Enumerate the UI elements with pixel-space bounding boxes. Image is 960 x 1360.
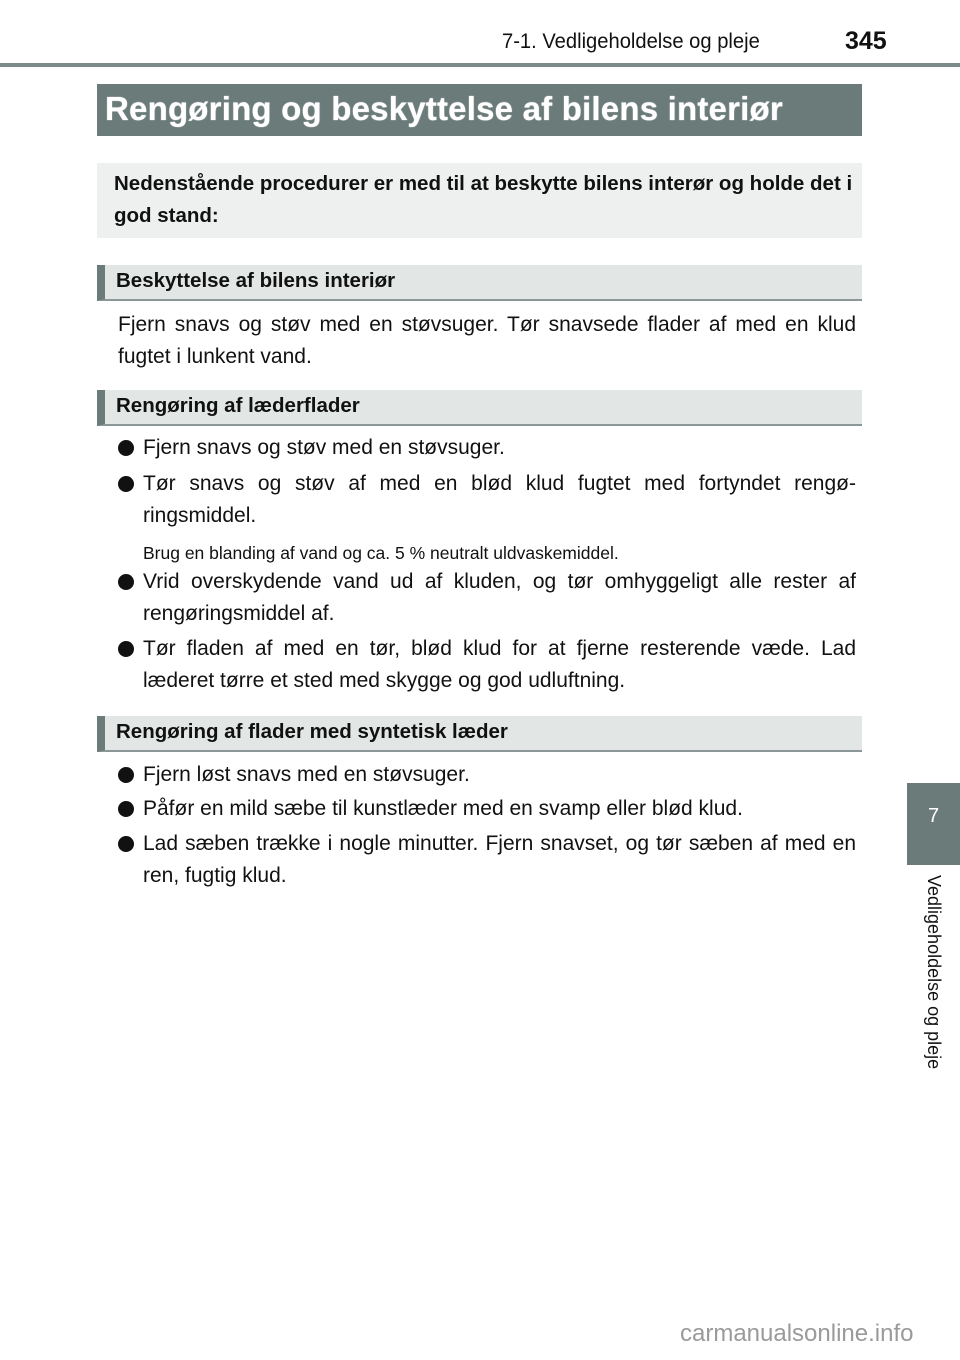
bullet-icon: [118, 574, 134, 590]
list-item: Vrid overskydende vand ud af kluden, og tør omhyggeligt alle rester af rengøringsmiddel af.: [118, 566, 856, 630]
list-item: Tør fladen af med en tør, blød klud for at fjerne resterende væde. Lad læderet tørre et sted med skygge og god udluftning.: [118, 633, 856, 697]
bullet-icon: [118, 767, 134, 783]
header-rule: [0, 63, 960, 67]
list-item: Fjern snavs og støv med en støvsuger.: [118, 432, 856, 464]
bullet-icon: [118, 476, 134, 492]
list-item: Tør snavs og støv af med en blød klud fugtet med fortyndet rengø-ringsmiddel.: [118, 468, 856, 532]
page-number: 345: [845, 27, 887, 55]
main-title: Rengøring og beskyttelse af bilens interiør: [97, 84, 862, 136]
intro-box: Nedenstående procedurer er med til at beskytte bilens interør og holde det i god stand:: [97, 163, 862, 238]
note-text: Brug en blanding af vand og ca. 5 % neutralt uldvaskemiddel.: [143, 543, 619, 563]
section-heading-interior-protection: Beskyttelse af bilens interiør: [97, 265, 862, 301]
list-item: Påfør en mild sæbe til kunstlæder med en svamp eller blød klud.: [118, 793, 856, 825]
watermark: carmanualsonline.info: [680, 1320, 914, 1347]
chapter-label: Vedligeholdelse og pleje: [924, 875, 944, 1070]
page-header: [0, 0, 960, 68]
section-paragraph: Fjern snavs og støv med en støvsuger. Tør snavsede flader af med en klud fugtet i lunkent vand.: [118, 313, 856, 368]
section-heading-synthetic-leather: Rengøring af flader med syntetisk læder: [97, 716, 862, 752]
list-item: Lad sæben trække i nogle minutter. Fjern snavset, og tør sæben af med en ren, fugtig klud.: [118, 828, 856, 892]
list-item: Fjern løst snavs med en støvsuger.: [118, 759, 856, 791]
bullet-icon: [118, 836, 134, 852]
bullet-icon: [118, 440, 134, 456]
chapter-tab: [907, 783, 960, 865]
section-heading-leather: Rengøring af læderflader: [97, 390, 862, 426]
chapter-number: 7: [927, 805, 940, 827]
bullet-icon: [118, 641, 134, 657]
bullet-icon: [118, 801, 134, 817]
section-title: 7-1. Vedligeholdelse og pleje: [502, 30, 760, 53]
